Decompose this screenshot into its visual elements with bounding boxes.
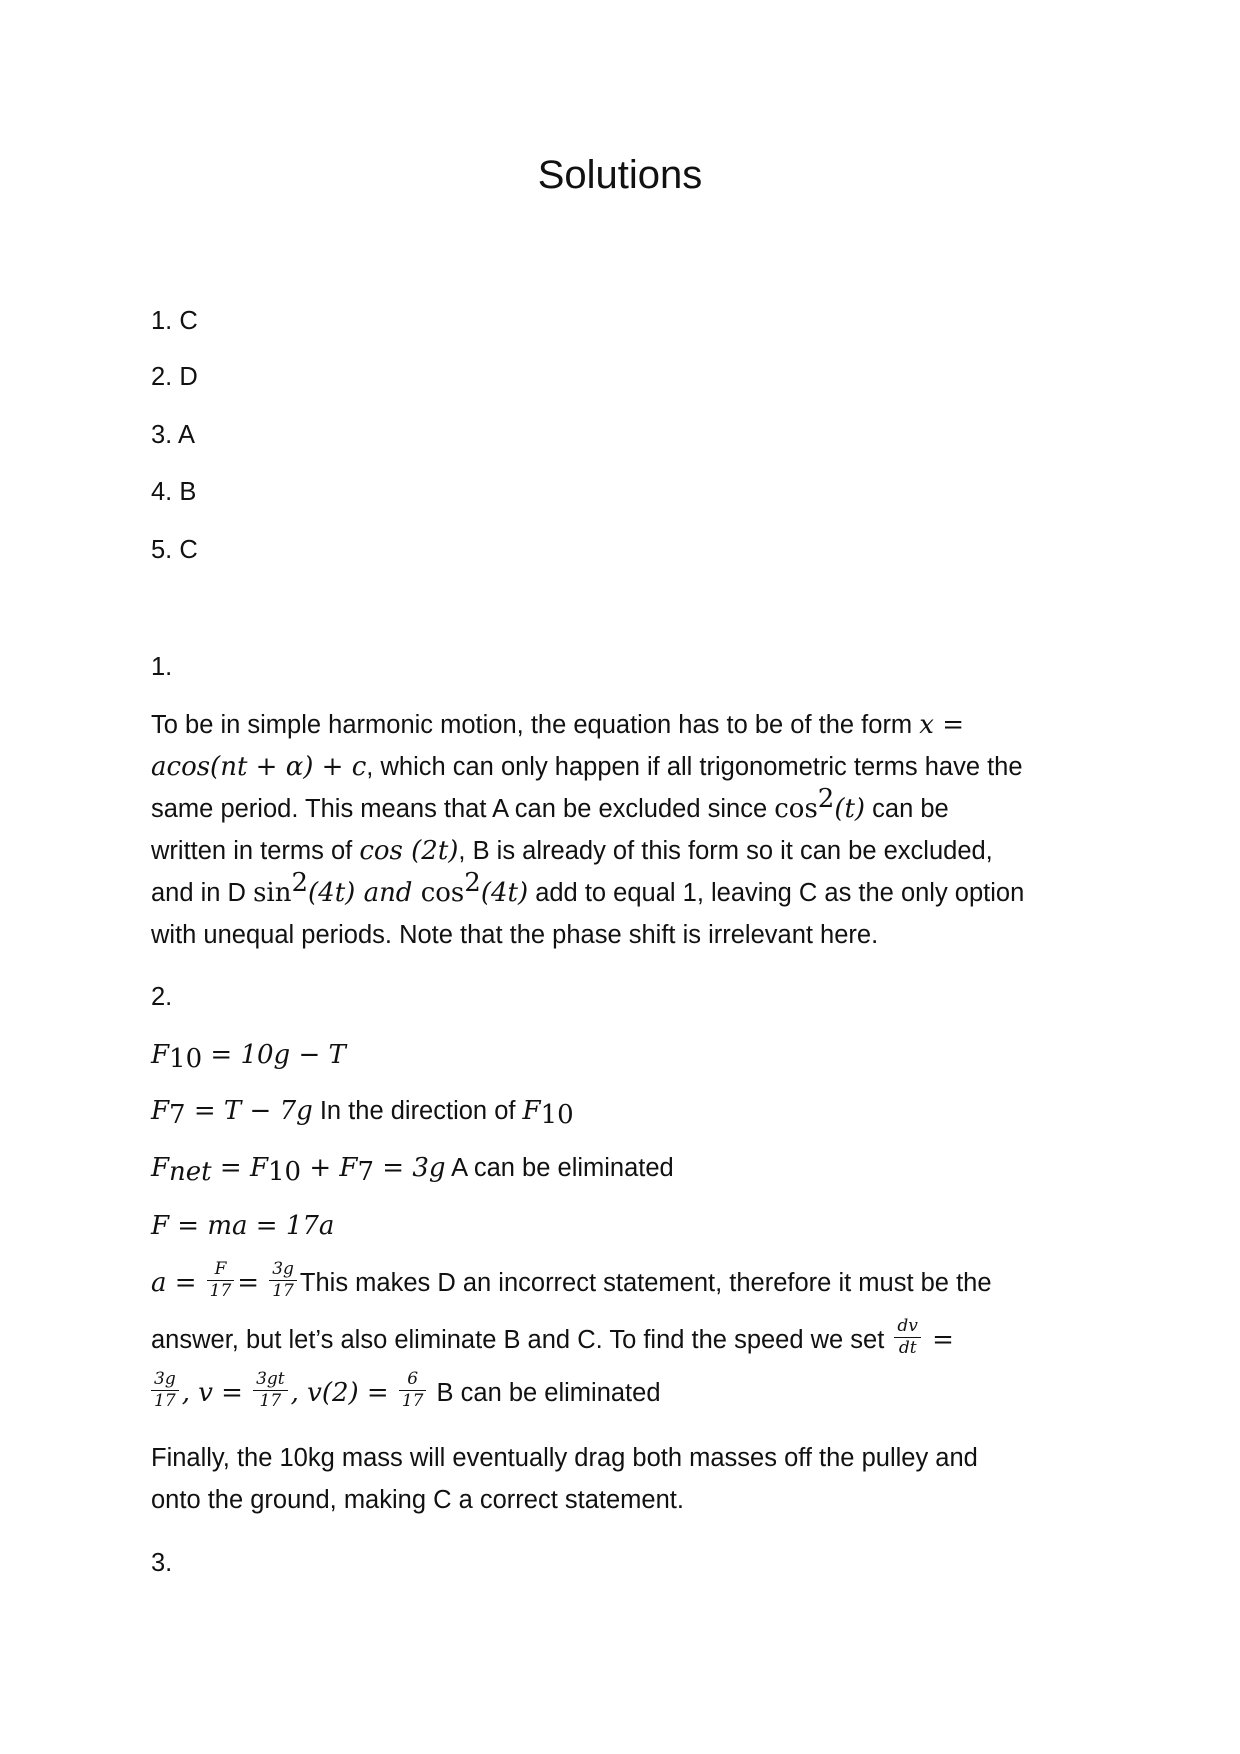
math-subscript: net xyxy=(169,1157,212,1187)
math: = xyxy=(923,1325,954,1355)
solution-2-line-7 xyxy=(151,1368,1101,1415)
math-subscript: 10 xyxy=(540,1100,574,1130)
text: B can be eliminated xyxy=(429,1379,661,1407)
text: A can be eliminated xyxy=(445,1154,674,1182)
math: x = xyxy=(919,710,964,740)
math-subscript: 10 xyxy=(169,1044,203,1074)
solution-2-line-6 xyxy=(151,1315,1101,1362)
solution-3-label: 3. xyxy=(151,1549,173,1577)
solution-2-line-5 xyxy=(151,1258,1101,1305)
math: F xyxy=(151,1040,170,1070)
text: This makes D an incorrect statement, therefore it must be the xyxy=(299,1269,992,1297)
solution-2-eq-4 xyxy=(151,1205,1101,1247)
fraction xyxy=(151,1370,179,1411)
text: In the direction of xyxy=(312,1097,523,1125)
text: same period. This means that A can be excluded since xyxy=(151,795,775,823)
numerator: dv xyxy=(894,1317,921,1338)
numerator: 3g xyxy=(151,1370,179,1391)
fraction xyxy=(253,1370,288,1411)
text: written in terms of xyxy=(151,837,360,865)
math: = 3g xyxy=(374,1153,446,1183)
solution-2-line-8: Finally, the 10kg mass will eventually drag both masses off the pulley and xyxy=(151,1444,978,1472)
answer-5: 5. C xyxy=(151,536,198,564)
solution-1-line-3 xyxy=(151,784,1101,830)
solution-1-line-6: with unequal periods. Note that the phase shift is irrelevant here. xyxy=(151,921,879,949)
numerator: 3g xyxy=(269,1260,297,1281)
math-cos: cos xyxy=(774,794,818,824)
text: can be xyxy=(865,795,949,823)
math: F = ma = 17a xyxy=(151,1211,335,1241)
denominator: dt xyxy=(898,1337,917,1358)
text: , B is already of this form so it can be excluded, xyxy=(458,837,993,865)
text: add to equal 1, leaving C as the only option xyxy=(528,879,1025,907)
math-arg: (4t) xyxy=(308,878,364,908)
text: To be in simple harmonic motion, the equation has to be of the form xyxy=(151,711,920,739)
math-sin: sin xyxy=(253,878,292,908)
math-arg: (4t) xyxy=(480,878,529,908)
solution-1-line-5 xyxy=(151,868,1101,914)
denominator: 17 xyxy=(401,1390,424,1411)
solution-2-eq-2 xyxy=(151,1090,1101,1132)
math: + F xyxy=(301,1153,358,1183)
math: a = xyxy=(151,1268,197,1298)
math: F xyxy=(151,1153,170,1183)
solution-1-line-1 xyxy=(151,704,1101,746)
math: , v = xyxy=(181,1378,243,1408)
math-exponent: 2 xyxy=(291,868,309,898)
solution-2-line-9: onto the ground, making C a correct statement. xyxy=(151,1486,684,1514)
math: F xyxy=(151,1096,170,1126)
fraction xyxy=(399,1370,427,1411)
fraction xyxy=(269,1260,297,1301)
solution-1-line-2 xyxy=(151,746,1101,788)
numerator: F xyxy=(207,1260,235,1281)
math-subscript: 7 xyxy=(169,1100,186,1130)
math: = T − 7g xyxy=(185,1096,313,1126)
math-cos: cos xyxy=(420,878,465,908)
math: = 10g − T xyxy=(202,1040,346,1070)
math-exponent: 2 xyxy=(464,868,481,898)
solution-2-label: 2. xyxy=(151,983,173,1011)
denominator: 17 xyxy=(154,1390,176,1411)
denominator: 17 xyxy=(272,1280,294,1301)
math: acos(nt + α) + c xyxy=(151,752,367,782)
text: and in D xyxy=(151,879,254,907)
math-subscript: 10 xyxy=(268,1157,302,1187)
answer-3: 3. A xyxy=(151,421,195,449)
math: F xyxy=(522,1096,541,1126)
math-arg: (t) xyxy=(834,794,866,824)
numerator: 6 xyxy=(399,1370,427,1391)
solution-2-eq-1 xyxy=(151,1034,1101,1076)
math: cos (2t) xyxy=(359,836,459,866)
math: = xyxy=(237,1268,260,1298)
math: = F xyxy=(211,1153,268,1183)
text: answer, but let’s also eliminate B and C. To find the speed we set xyxy=(151,1326,892,1354)
fraction xyxy=(207,1260,235,1301)
answer-1: 1. C xyxy=(151,307,198,335)
solution-1-label: 1. xyxy=(151,653,173,681)
numerator: 3gt xyxy=(253,1370,288,1391)
math-exponent: 2 xyxy=(817,784,835,814)
math: , v(2) = xyxy=(290,1378,389,1408)
math-subscript: 7 xyxy=(357,1157,374,1187)
answer-4: 4. B xyxy=(151,478,197,506)
solution-1-line-4 xyxy=(151,830,1101,872)
math-and: and xyxy=(363,878,421,908)
fraction xyxy=(894,1317,921,1358)
page-title: Solutions xyxy=(537,153,703,197)
denominator: 17 xyxy=(259,1390,282,1411)
solution-2-eq-3 xyxy=(151,1147,1101,1189)
answer-2: 2. D xyxy=(151,363,198,391)
text: , which can only happen if all trigonometric terms have the xyxy=(366,753,1023,781)
denominator: 17 xyxy=(209,1280,232,1301)
